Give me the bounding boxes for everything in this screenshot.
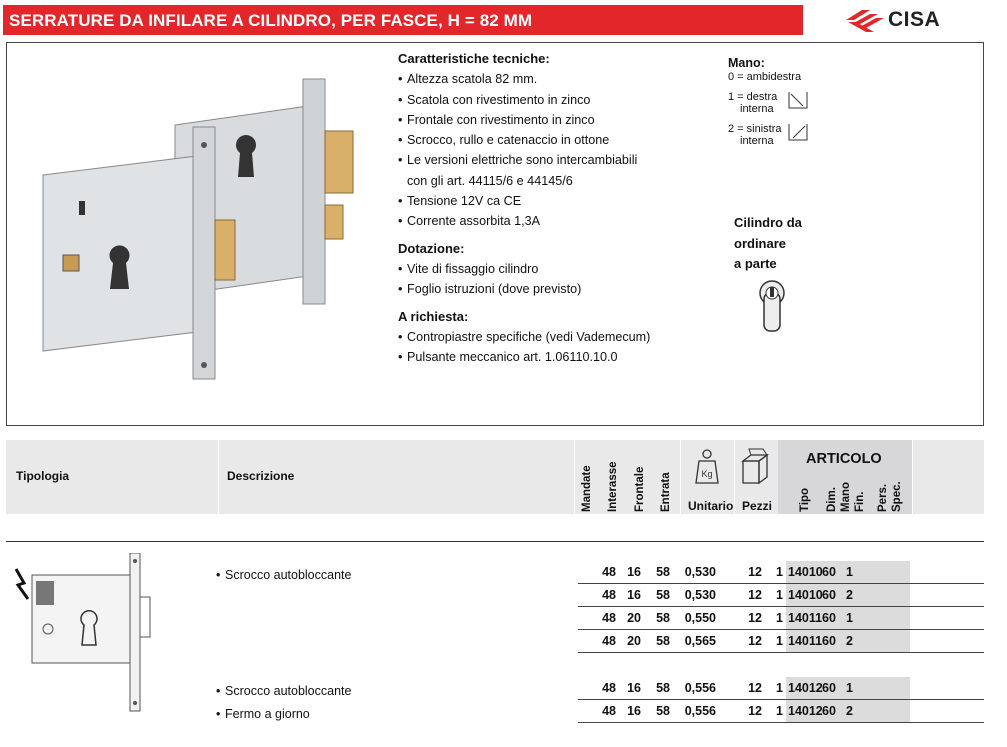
cell-interasse: 16 (627, 681, 641, 695)
col-descrizione: Descrizione (227, 469, 295, 483)
product-info-box (6, 42, 984, 426)
col-tipo: Tipo (799, 487, 811, 512)
table-row (578, 677, 984, 700)
cell-tipo-prefix: 1 (776, 588, 783, 602)
cell-pezzi: 12 (748, 588, 762, 602)
cell-mano: 1 (846, 611, 853, 625)
right-hand-icon (788, 91, 808, 109)
col-fin: Fin. (854, 491, 866, 512)
feature-item: • Frontale con rivestimento in zinco (398, 110, 728, 130)
cell-interasse: 16 (627, 588, 641, 602)
feature-item: • Scatola con rivestimento in zinco (398, 90, 728, 110)
cell-mandate: 48 (602, 681, 616, 695)
cell-frontale: 58 (656, 634, 670, 648)
cisa-logo-mark-icon (844, 6, 888, 36)
cell-dim: 60 (822, 634, 836, 648)
weight-icon-label: Kg (701, 469, 713, 479)
col-tipologia: Tipologia (16, 469, 70, 483)
feature-item: • Tensione 12V ca CE (398, 191, 728, 211)
cell-mandate: 48 (602, 588, 616, 602)
cell-unitario: 0,556 (684, 681, 716, 695)
cell-pezzi: 12 (748, 634, 762, 648)
feature-item: • Altezza scatola 82 mm. (398, 69, 728, 89)
electric-icon (16, 569, 28, 599)
cell-mano: 1 (846, 565, 853, 579)
cell-tipo-prefix: 1 (776, 704, 783, 718)
cell-interasse: 16 (627, 565, 641, 579)
page-title: SERRATURE DA INFILARE A CILINDRO, PER FASCE, H = 82 MM (9, 11, 533, 30)
cell-tipo-prefix: 1 (776, 681, 783, 695)
cell-tipo-prefix: 1 (776, 611, 783, 625)
equipment-item: • Foglio istruzioni (dove previsto) (398, 279, 728, 299)
weight-icon (694, 447, 720, 487)
hand-option-1 (728, 91, 838, 115)
mortise-lock-illustration (35, 65, 375, 405)
request-title: A richiesta: (398, 308, 469, 324)
cell-mano: 2 (846, 704, 853, 718)
articolo-title: ARTICOLO (806, 451, 882, 467)
col-mano: Mano (840, 481, 852, 512)
cell-pezzi: 12 (748, 681, 762, 695)
cell-dim: 60 (822, 704, 836, 718)
cell-dim: 60 (822, 681, 836, 695)
cell-frontale: 58 (656, 681, 670, 695)
cell-dim: 60 (822, 565, 836, 579)
hand-option-2-sub: interna (740, 135, 774, 147)
cell-unitario: 0,550 (684, 611, 716, 625)
cell-mano: 1 (846, 681, 853, 695)
table-divider (6, 541, 984, 542)
cell-tipo: 14011 (788, 634, 823, 648)
cylinder-icon (752, 279, 792, 335)
row-description: • Scrocco autobloccante (216, 568, 351, 582)
cell-mandate: 48 (602, 565, 616, 579)
table-row (578, 561, 984, 584)
cell-frontale: 58 (656, 565, 670, 579)
cell-tipo-prefix: 1 (776, 565, 783, 579)
cylinder-note-line: ordinare (734, 235, 787, 251)
hand-option-0: 0 = ambidestra (728, 71, 802, 83)
equipment-title: Dotazione: (398, 240, 465, 256)
col-frontale: Frontale (634, 466, 646, 512)
cell-unitario: 0,565 (684, 634, 716, 648)
cell-tipo-prefix: 1 (776, 634, 783, 648)
cell-dim: 60 (822, 611, 836, 625)
cell-mano: 2 (846, 634, 853, 648)
cell-tipo: 14011 (788, 611, 823, 625)
hand-option-1-sub: interna (740, 103, 774, 115)
table-row (578, 630, 984, 653)
feature-item-continuation: con gli art. 44115/6 e 44145/6 (407, 173, 573, 188)
cell-interasse: 16 (627, 704, 641, 718)
hand-option-2 (728, 123, 838, 147)
row-description: • Fermo a giorno (216, 707, 310, 721)
brand-name: CISA (888, 8, 941, 31)
cylinder-note-line: a parte (734, 256, 777, 271)
col-interasse: Interasse (607, 461, 619, 512)
col-mandate: Mandate (581, 465, 593, 512)
table-row (578, 607, 984, 630)
specs-panel (398, 49, 728, 367)
feature-item: • Le versioni elettriche sono intercambiabili (398, 150, 728, 170)
cell-frontale: 58 (656, 588, 670, 602)
table-row (578, 584, 984, 607)
col-pezzi: Pezzi (742, 499, 773, 513)
cell-mandate: 48 (602, 704, 616, 718)
equipment-item: • Vite di fissaggio cilindro (398, 259, 728, 279)
cell-frontale: 58 (656, 704, 670, 718)
hand-option-2-label: 2 = sinistra (728, 123, 782, 135)
cell-interasse: 20 (627, 611, 641, 625)
col-pers: Pers. (877, 483, 889, 512)
cell-frontale: 58 (656, 611, 670, 625)
cell-unitario: 0,556 (684, 704, 716, 718)
cell-tipo: 14010 (788, 565, 823, 579)
col-unitario: Unitario (688, 499, 734, 513)
cell-tipo: 14012 (788, 704, 823, 718)
request-item: • Pulsante meccanico art. 1.06110.10.0 (398, 347, 728, 367)
cell-dim: 60 (822, 588, 836, 602)
cell-pezzi: 12 (748, 611, 762, 625)
product-lock-illustration (10, 553, 160, 713)
feature-item: • Corrente assorbita 1,3A (398, 211, 728, 231)
cell-mandate: 48 (602, 634, 616, 648)
package-icon (741, 447, 769, 485)
features-title: Caratteristiche tecniche: (398, 51, 550, 66)
row-description: • Scrocco autobloccante (216, 684, 351, 698)
table-row (578, 700, 984, 723)
cell-mano: 2 (846, 588, 853, 602)
cylinder-note-line: Cilindro da (734, 215, 802, 230)
cisa-logo (844, 6, 984, 36)
cell-unitario: 0,530 (684, 588, 716, 602)
cell-mandate: 48 (602, 611, 616, 625)
hand-legend-title: Mano: (728, 56, 765, 70)
cell-tipo: 14010 (788, 588, 823, 602)
cell-tipo: 14012 (788, 681, 823, 695)
left-hand-icon (788, 123, 808, 141)
feature-item: • Scrocco, rullo e catenaccio in ottone (398, 130, 728, 150)
hand-option-1-label: 1 = destra (728, 91, 778, 103)
cell-unitario: 0,530 (684, 565, 716, 579)
cell-interasse: 20 (627, 634, 641, 648)
col-spec: Spec. (891, 481, 903, 512)
cylinder-note (734, 213, 834, 275)
col-dim: Dim. (826, 487, 838, 512)
cell-pezzi: 12 (748, 704, 762, 718)
request-item: • Contropiastre specifiche (vedi Vademecum) (398, 327, 728, 347)
cell-pezzi: 12 (748, 565, 762, 579)
hand-legend (728, 57, 838, 147)
title-bar (3, 5, 803, 35)
col-entrata: Entrata (660, 472, 672, 512)
